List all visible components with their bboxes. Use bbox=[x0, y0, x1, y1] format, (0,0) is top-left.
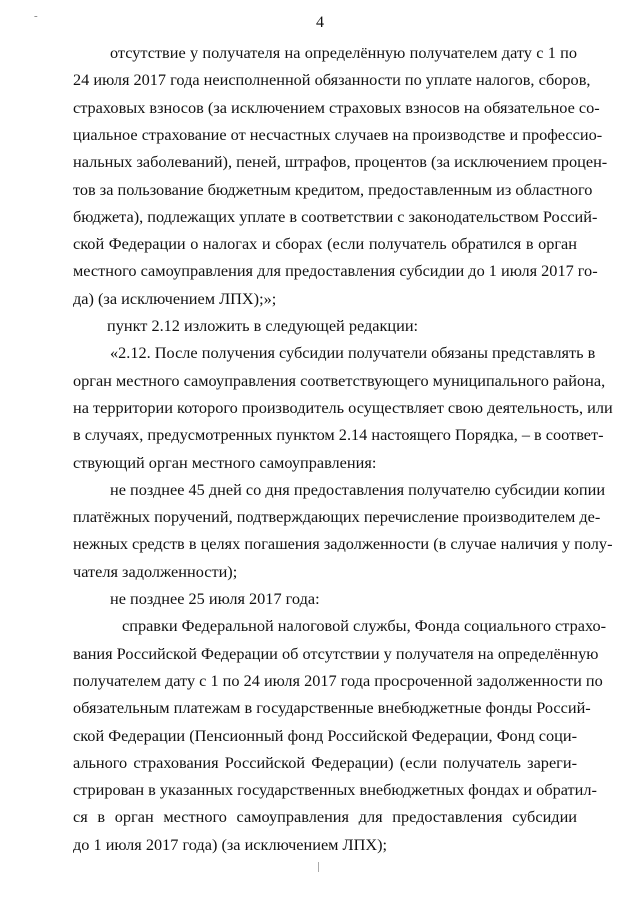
text-line: циальное страхование от несчастных случаев на производстве и профессио- bbox=[73, 124, 603, 144]
text-line: не позднее 45 дней со дня предоставления получателю субсидии копии bbox=[110, 479, 606, 499]
text-line: бюджета), подлежащих уплате в соответствии с законодательством Россий- bbox=[73, 206, 598, 226]
text-line: вания Российской Федерации об отсутствии у получателя на определённую bbox=[73, 643, 599, 663]
text-line: отсутствие у получателя на определённую получателем дату с 1 по bbox=[110, 43, 577, 62]
text-line: ся в орган местного самоуправления для предоставления субсидии bbox=[73, 807, 577, 827]
scan-mark bbox=[318, 862, 319, 872]
text-line: пункт 2.12 изложить в следующей редакции: bbox=[107, 316, 419, 335]
text-line: ской Федерации о налогах и сборах (если получатель обратился в орган bbox=[73, 234, 577, 254]
text-line: ской Федерации (Пенсионный фонд Российской Федерации, Фонд соци- bbox=[73, 725, 577, 745]
text-line: получателем дату с 1 по 24 июля 2017 года просроченной задолженности по bbox=[73, 670, 603, 690]
text-line: не позднее 25 июля 2017 года: bbox=[110, 589, 320, 608]
text-line: местного самоуправления для предоставления субсидии до 1 июля 2017 го- bbox=[73, 261, 598, 281]
text-line: платёжных поручений, подтверждающих перечисление производителем де- bbox=[73, 507, 601, 527]
text-line: обязательным платежам в государственные внебюджетные фонды Россий- bbox=[73, 698, 591, 718]
text-line: чателя задолженности); bbox=[73, 561, 238, 581]
text-line: ального страхования Российской Федерации) (если получатель зареги- bbox=[73, 752, 577, 772]
corner-mark: - bbox=[34, 10, 38, 22]
text-line: страховых взносов (за исключением страховых взносов на обязательное со- bbox=[73, 97, 600, 117]
text-line: нальных заболеваний), пеней, штрафов, процентов (за исключением процен- bbox=[73, 152, 608, 172]
text-line: да) (за исключением ЛПХ);»; bbox=[73, 288, 277, 308]
text-line: на территории которого производитель осуществляет свою деятельность, или bbox=[73, 397, 613, 417]
text-line: «2.12. После получения субсидии получатели обязаны представлять в bbox=[110, 343, 596, 363]
text-line: орган местного самоуправления соответствующего муниципального района, bbox=[73, 370, 606, 390]
text-line: нежных средств в целях погашения задолженности (в случае наличия у полу- bbox=[73, 534, 613, 554]
text-line: 24 июля 2017 года неисполненной обязанности по уплате налогов, сборов, bbox=[73, 70, 591, 90]
text-line: тов за пользование бюджетным кредитом, предоставленным из областного bbox=[73, 179, 593, 199]
text-line: до 1 июля 2017 года) (за исключением ЛПХ); bbox=[73, 834, 388, 854]
text-line: в случаях, предусмотренных пунктом 2.14 настоящего Порядка, – в соответ- bbox=[73, 425, 604, 445]
text-line: стрирован в указанных государственных внебюджетных фондах и обратил- bbox=[73, 780, 597, 800]
text-line: ствующий орган местного самоуправления: bbox=[73, 452, 377, 472]
text-line: справки Федеральной налоговой службы, Фонда социального страхо- bbox=[122, 616, 607, 636]
page-number: 4 bbox=[316, 14, 324, 31]
